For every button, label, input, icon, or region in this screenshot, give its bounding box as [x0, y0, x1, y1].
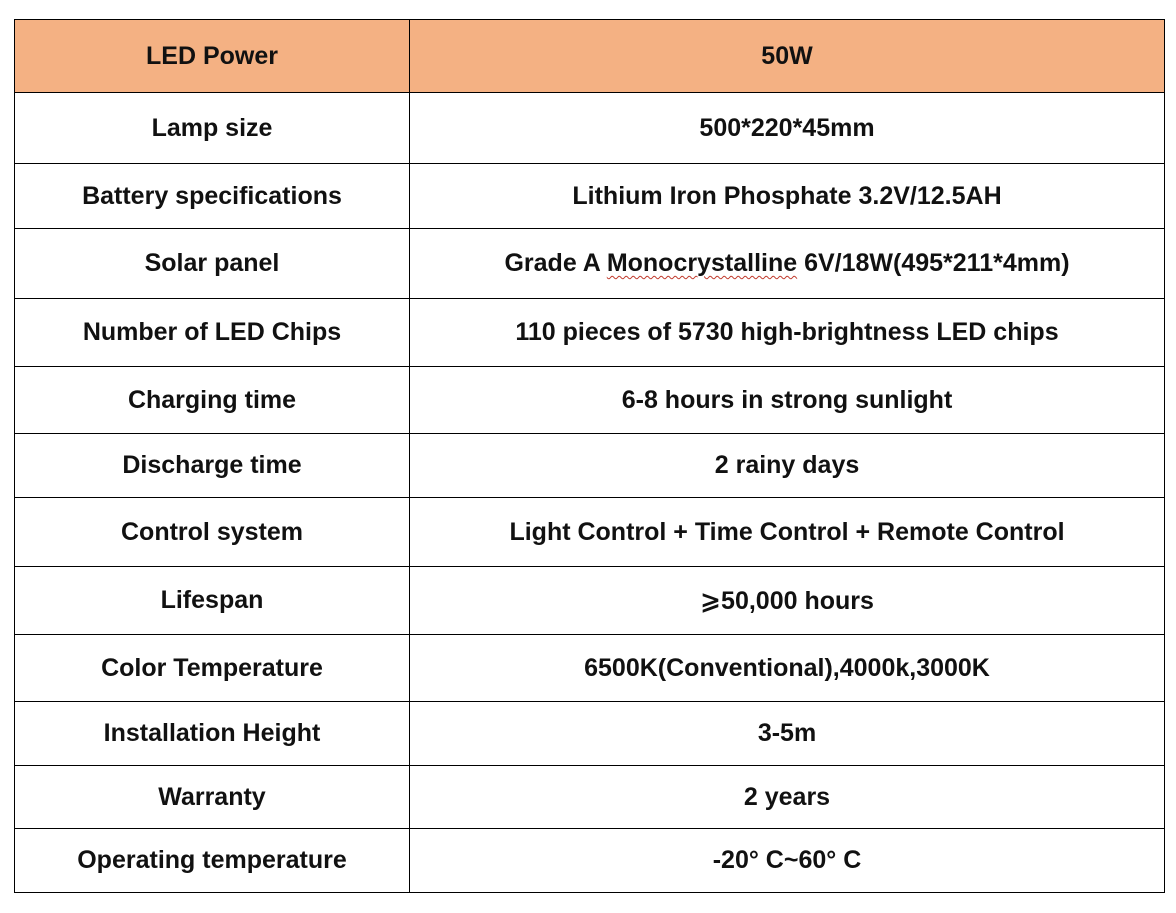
- value-prefix: Grade A: [504, 249, 607, 277]
- row-value: 500*220*45mm: [410, 93, 1165, 164]
- row-value: Lithium Iron Phosphate 3.2V/12.5AH: [410, 164, 1165, 229]
- table-row: [15, 766, 1165, 829]
- row-label: Color Temperature: [15, 635, 410, 702]
- table-row: [15, 434, 1165, 498]
- table-row: [15, 93, 1165, 164]
- header-value: 50W: [410, 20, 1165, 93]
- row-value: 6500K(Conventional),4000k,3000K: [410, 635, 1165, 702]
- row-label: Lamp size: [15, 93, 410, 164]
- spec-table: [14, 19, 1165, 893]
- table-row: [15, 635, 1165, 702]
- table-row: [15, 702, 1165, 766]
- table-row: [15, 829, 1165, 893]
- row-value: ⩾50,000 hours: [410, 567, 1165, 635]
- header-label: LED Power: [15, 20, 410, 93]
- row-value: Light Control + Time Control + Remote Control: [410, 498, 1165, 567]
- value-suffix: 6V/18W(495*211*4mm): [797, 249, 1070, 277]
- row-value: [410, 229, 1165, 299]
- table-row: [15, 229, 1165, 299]
- row-label: Discharge time: [15, 434, 410, 498]
- table-row: [15, 567, 1165, 635]
- table-row: [15, 498, 1165, 567]
- row-label: Number of LED Chips: [15, 299, 410, 367]
- header-row: [15, 20, 1165, 93]
- row-label: Lifespan: [15, 567, 410, 635]
- row-value: 2 rainy days: [410, 434, 1165, 498]
- table-row: [15, 299, 1165, 367]
- spellcheck-flagged-word: Monocrystalline: [606, 249, 798, 277]
- row-label: Control system: [15, 498, 410, 567]
- row-value: -20° C~60° C: [410, 829, 1165, 893]
- row-label: Battery specifications: [15, 164, 410, 229]
- row-label: Warranty: [15, 766, 410, 829]
- row-value: 3-5m: [410, 702, 1165, 766]
- table-row: [15, 164, 1165, 229]
- row-value: 6-8 hours in strong sunlight: [410, 367, 1165, 434]
- table-row: [15, 367, 1165, 434]
- row-label: Charging time: [15, 367, 410, 434]
- row-value: 110 pieces of 5730 high-brightness LED chips: [410, 299, 1165, 367]
- row-value: 2 years: [410, 766, 1165, 829]
- row-label: Installation Height: [15, 702, 410, 766]
- row-label: Solar panel: [15, 229, 410, 299]
- row-label: Operating temperature: [15, 829, 410, 893]
